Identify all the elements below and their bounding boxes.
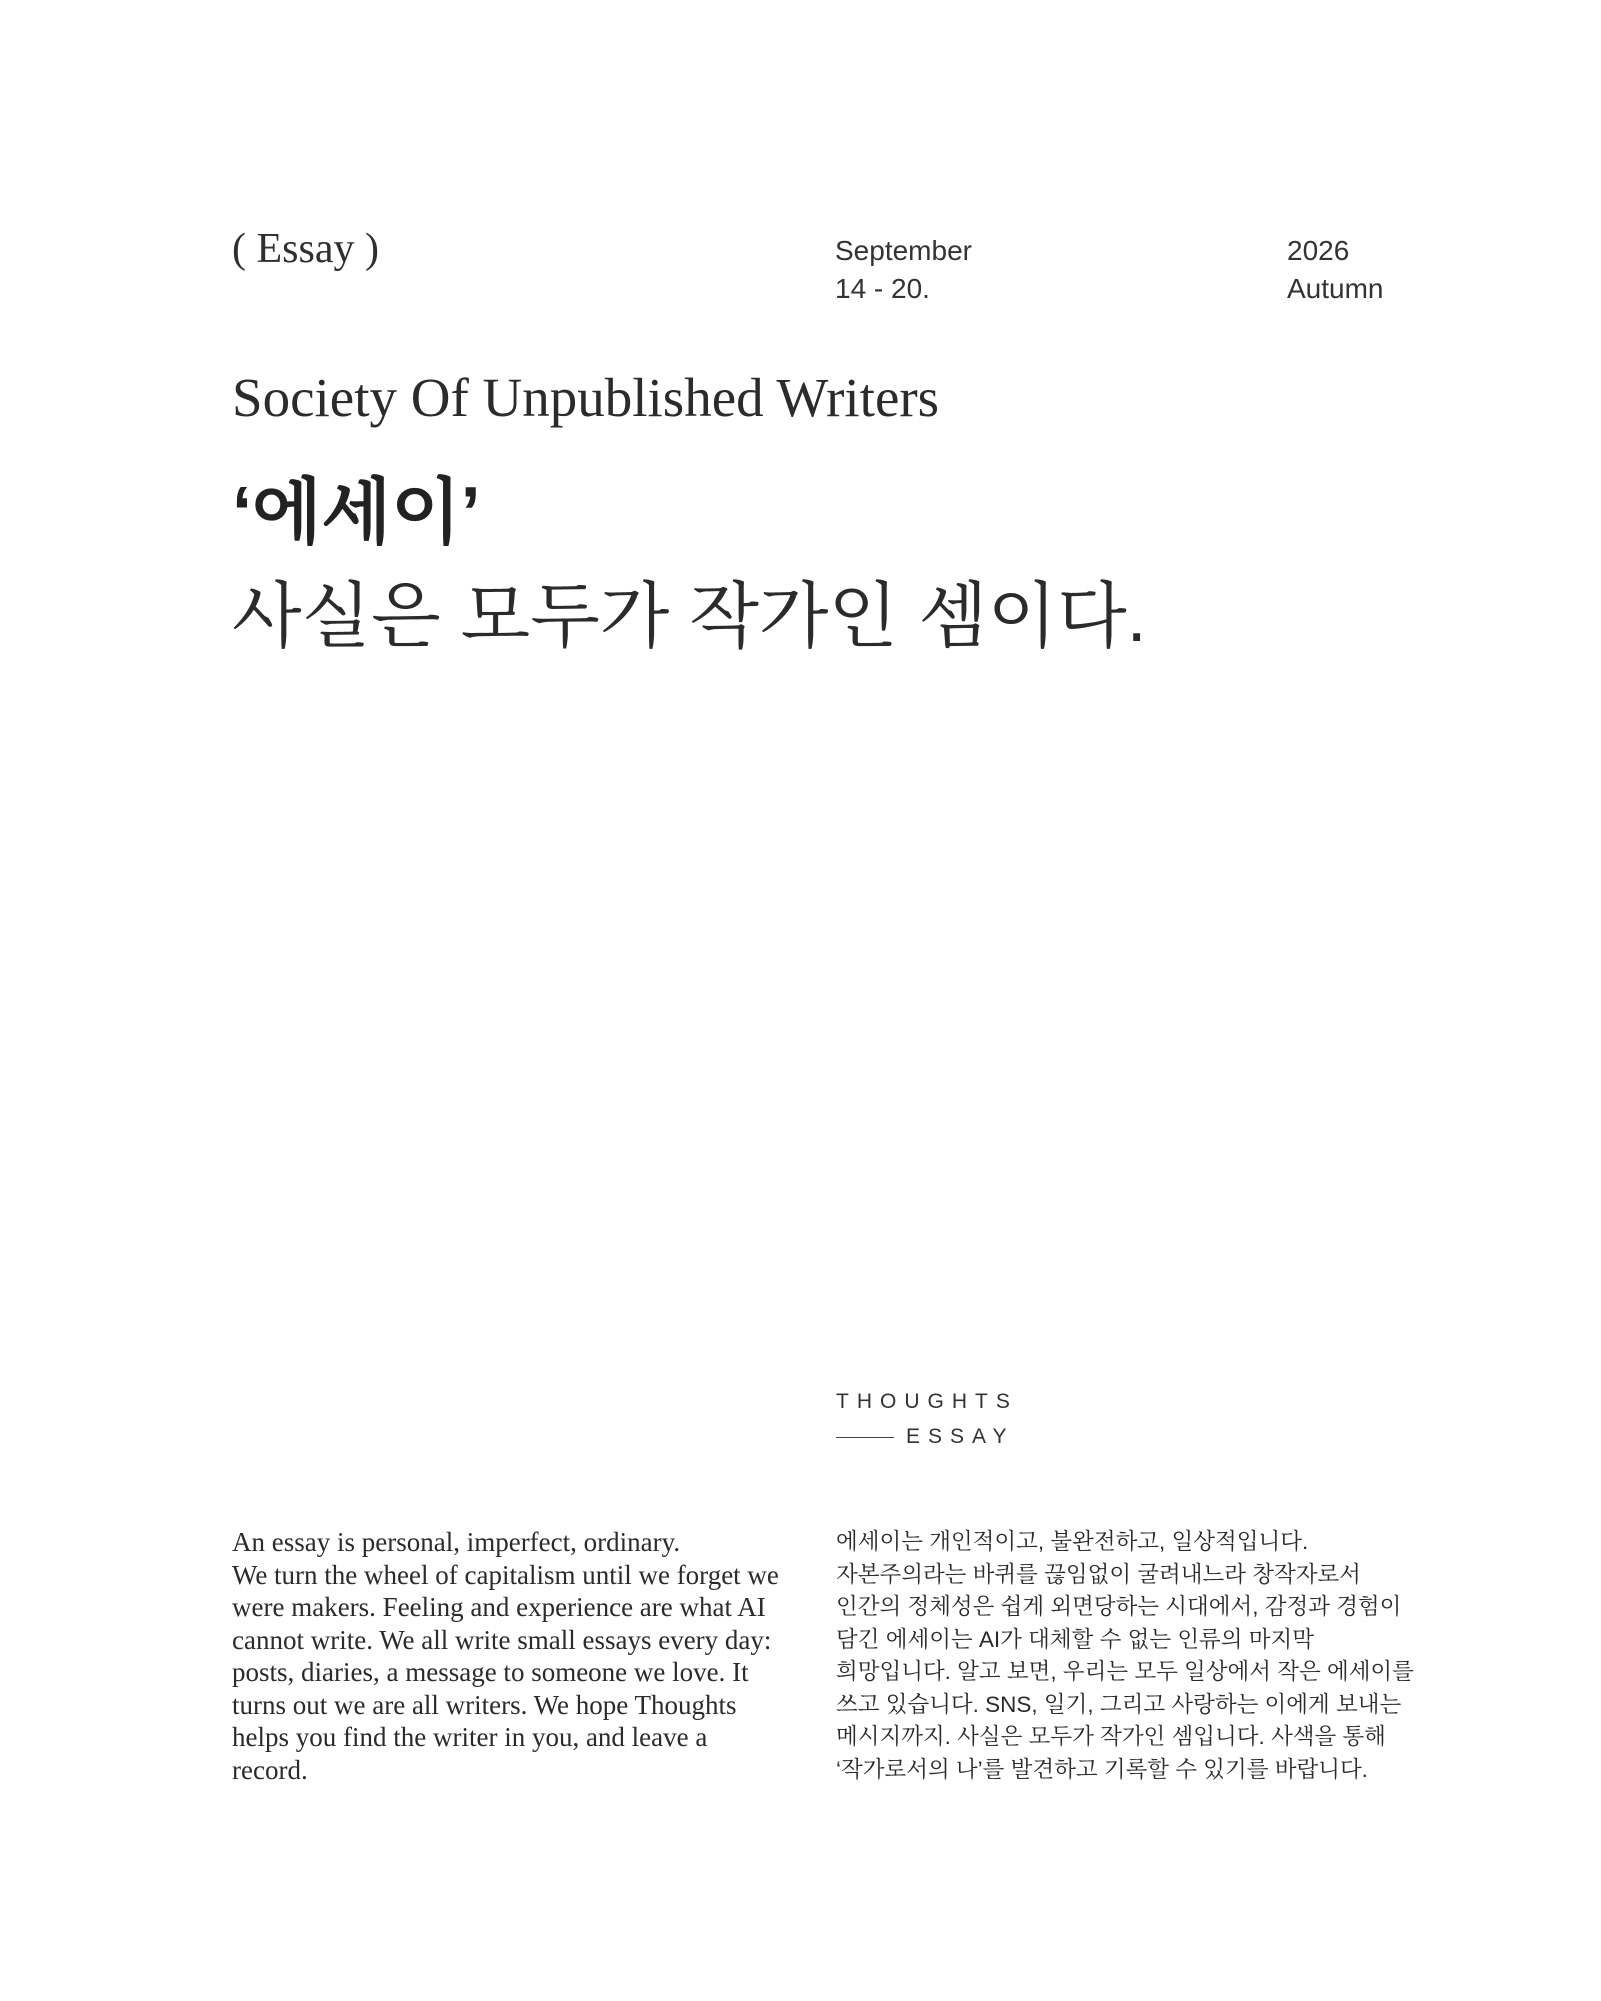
society-title: Society Of Unpublished Writers (232, 367, 940, 428)
body-line: were makers. Feeling and experience are what AI (232, 1592, 766, 1622)
body-line: 에세이는 개인적이고, 불완전하고, 일상적입니다. (836, 1529, 1309, 1554)
divider-line (836, 1437, 894, 1438)
date-block (835, 232, 972, 308)
category-label: ( Essay ) (232, 226, 379, 272)
body-line: 자본주의라는 바퀴를 끊임없이 굴려내느라 창작자로서 (836, 1561, 1361, 1587)
body-line: We turn the wheel of capitalism until we forget we (232, 1559, 779, 1590)
body-line: posts, diaries, a message to someone we love. It (232, 1657, 749, 1687)
body-line: 담긴 에세이는 AI가 대체할 수 없는 인류의 마지막 (836, 1626, 1314, 1652)
body-line: helps you find the writer in you, and leave a (232, 1722, 708, 1752)
body-line: 희망입니다. 알고 보면, 우리는 모두 일상에서 작은 에세이를 (836, 1659, 1414, 1684)
date-range: 14 - 20. (835, 273, 930, 304)
page-subtitle: 사실은 모두가 작가인 셈이다. (232, 577, 1147, 657)
body-line: record. (232, 1754, 308, 1785)
season: Autumn (1287, 273, 1384, 304)
section-label-essay-text: ESSAY (906, 1425, 1015, 1448)
body-text-english (232, 1526, 792, 1786)
body-line: An essay is personal, imperfect, ordinary. (232, 1527, 681, 1557)
section-label-essay (836, 1425, 1014, 1449)
body-line: cannot write. We all write small essays every day: (232, 1624, 772, 1655)
body-line: 인간의 정체성은 쉽게 외면당하는 시대에서, 감정과 경험이 (836, 1594, 1402, 1619)
page-title: ‘에세이’ (232, 473, 481, 553)
body-line: 메시지까지. 사실은 모두가 작가인 셈입니다. 사색을 통해 (836, 1724, 1386, 1749)
season-block (1287, 232, 1384, 308)
body-line: 쓰고 있습니다. SNS, 일기, 그리고 사랑하는 이에게 보내는 (836, 1691, 1402, 1717)
section-label-thoughts: THOUGHTS (836, 1390, 1018, 1413)
body-line: turns out we are all writers. We hope Thoughts (232, 1689, 737, 1720)
body-text-korean (836, 1526, 1414, 1786)
year: 2026 (1287, 235, 1350, 266)
date-month: September (835, 235, 972, 266)
body-line: ‘작가로서의 나’를 발견하고 기록할 수 있기를 바랍니다. (836, 1756, 1368, 1782)
